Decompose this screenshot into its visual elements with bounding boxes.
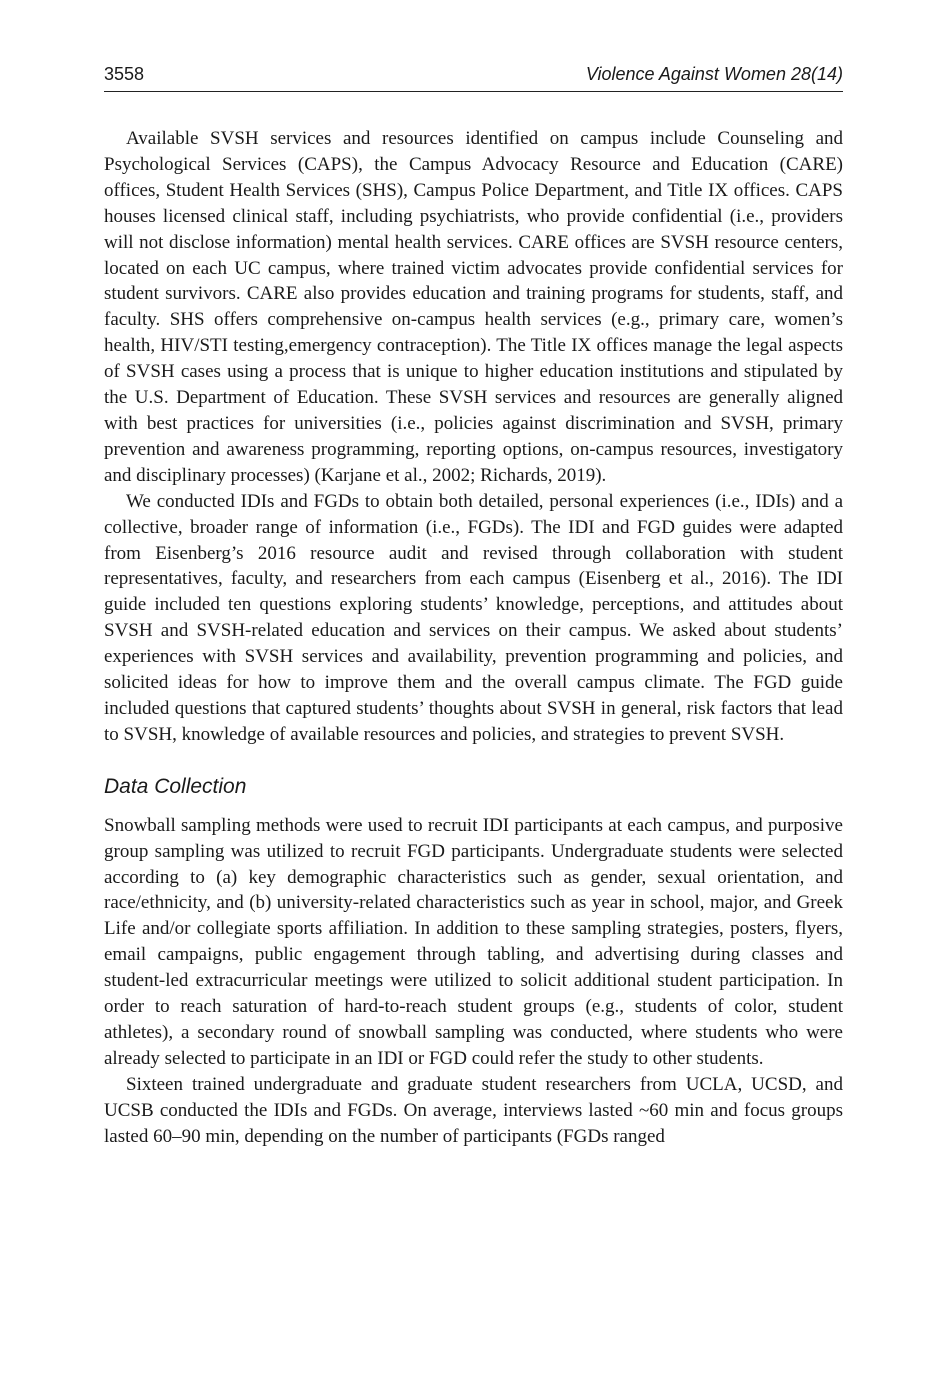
running-head [104,58,843,86]
section-heading: Data Collection [104,774,247,798]
body-paragraph: Snowball sampling methods were used to recruit IDI participants at each campus, and purposive group sampling was utilized to recruit FGD participants. Undergraduate students were selected according to (a) key demographic characteristics such as gender, sexual orientation, and race/ethnicity, and (b) university-related characteristics such as year in school, major, and Greek Life and/or collegiate sports affiliation. In addition to these sampling strategies, posters, flyers, email campaigns, public engagement through tabling, and advertising during classes and student-led extracurricular meetings were utilized to solicit additional student participation. In order to reach saturation of hard-to-reach student groups (e.g., students of color, student athletes), a secondary round of snowball sampling was conducted, where students who were already selected to participate in an IDI or FGD could refer the study to other students. [104,814,843,1069]
journal-citation: Violence Against Women 28(14) [585,64,843,84]
body-paragraph: We conducted IDIs and FGDs to obtain both detailed, personal experiences (i.e., IDIs) and a collective, broader range of information (i.e., FGDs). The IDI and FGD guides were adapted from Eisenberg’s 2016 resource audit and revised through collaboration with student representatives, faculty, and researchers from each campus (Eisenberg et al., 2016). The IDI guide included ten questions exploring students’ knowledge, perceptions, and attitudes about SVSH and SVSH-related education and services on their campus. We asked about students’ experiences with SVSH services and availability, prevention programming and policies, and solicited ideas for how to improve them and the overall campus climate. The FGD guide included questions that captured students’ thoughts about SVSH in general, risk factors that lead to SVSH, knowledge of available resources and policies, and strategies to prevent SVSH. [104,490,843,745]
article-body [104,126,843,1150]
body-paragraph: Available SVSH services and resources identified on campus include Counseling and Psychological Services (CAPS), the Campus Advocacy Resource and Education (CARE) offices, Student Health Services (SHS), Campus Police Department, and Title IX offices. CAPS houses licensed clinical staff, including psychiatrists, who provide confidential (i.e., providers will not disclose information) mental health services. CARE offices are SVSH resource centers, located on each UC campus, where trained victim advocates provide confidential services for student survivors. CARE also provides education and training programs for students, staff, and faculty. SHS offers comprehensive on-campus health services (e.g., primary care, women’s health, HIV/STI testing,emergency contraception). The Title IX offices manage the legal aspects of SVSH cases using a process that is unique to higher education institutions and stipulated by the U.S. Department of Education. These SVSH services and resources are generally aligned with best practices for universities (i.e., policies against discrimination and SVSH, primary prevention and awareness programming, reporting options, on-campus resources, investigatory and disciplinary processes) (Karjane et al., 2002; Richards, 2019). [104,128,843,486]
header-rule [104,91,843,92]
body-paragraph: Sixteen trained undergraduate and graduate student researchers from UCLA, UCSD, and UCSB conducted the IDIs and FGDs. On average, interviews lasted ~60 min and focus groups lasted 60–90 min, depending on the number of participants (FGDs ranged [104,1073,843,1147]
page-number: 3558 [104,64,145,84]
